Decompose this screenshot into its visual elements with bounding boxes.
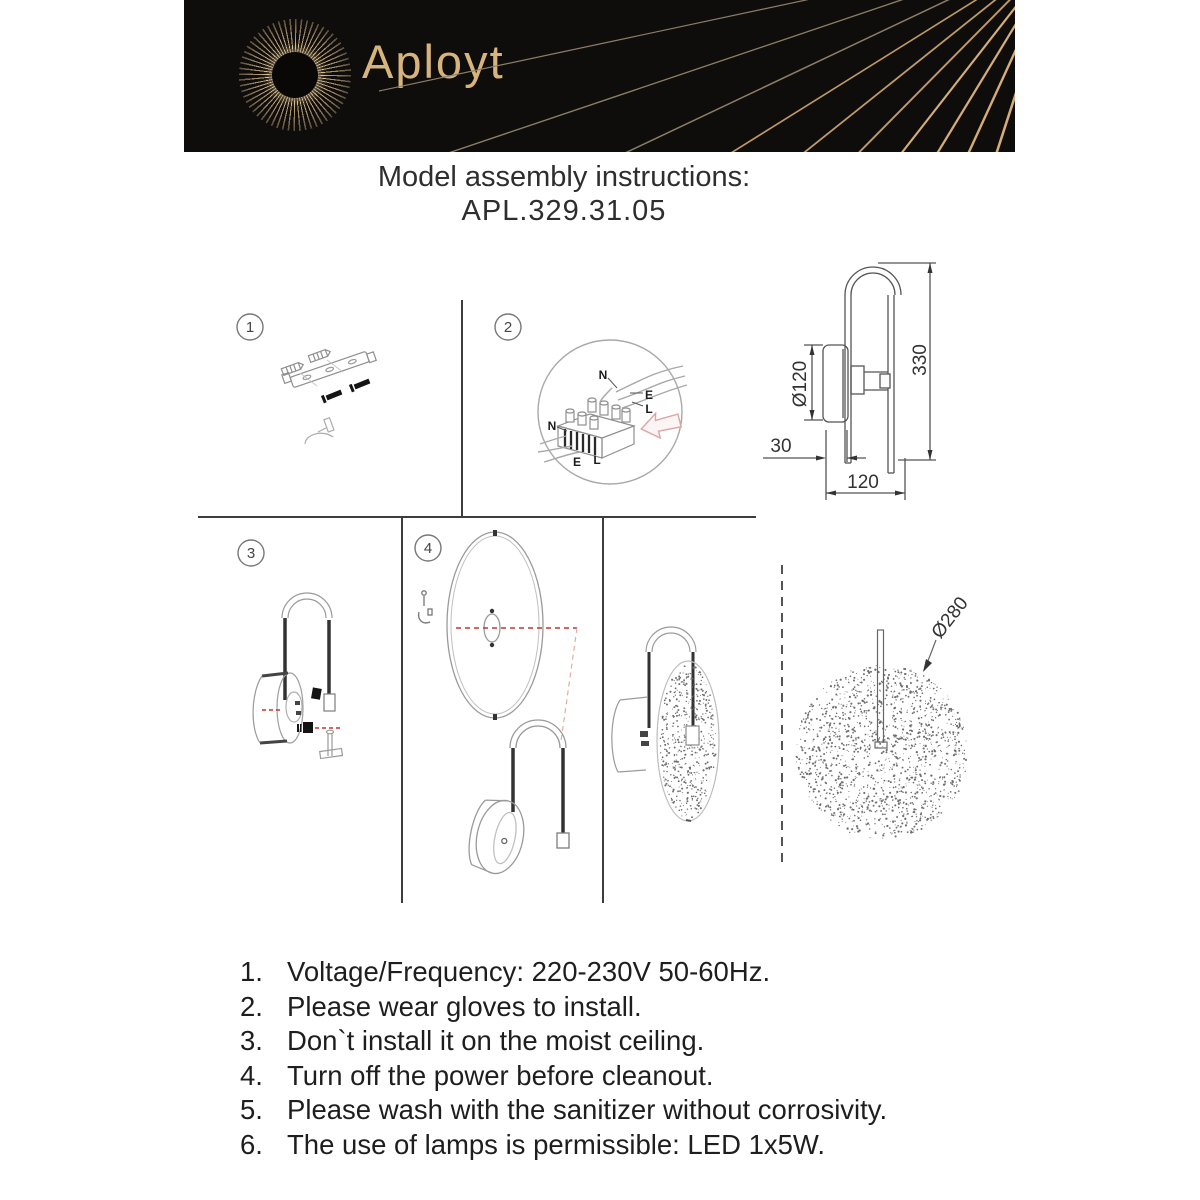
list-item xyxy=(240,1093,1020,1128)
step2-number: 2 xyxy=(503,319,513,336)
step4-number: 4 xyxy=(423,540,433,557)
figure-mounting-bracket xyxy=(281,344,376,444)
item-text: The use of lamps is permissible: LED 1x5W. xyxy=(287,1128,825,1160)
item-number: 4. xyxy=(240,1059,263,1091)
item-text: Please wear gloves to install. xyxy=(287,990,642,1022)
title-line1: Model assembly instructions: xyxy=(377,161,751,193)
wire-label-l-right: L xyxy=(645,402,653,416)
item-text: Don`t install it on the moist ceiling. xyxy=(287,1025,705,1057)
dim-width: 120 xyxy=(847,472,879,493)
item-number: 1. xyxy=(240,956,263,987)
wire-label-e-bottom: E xyxy=(572,455,582,469)
figure-frame-to-mount xyxy=(253,593,342,758)
list-item xyxy=(240,1128,1020,1163)
item-number: 6. xyxy=(240,1128,263,1160)
dim-shade-diameter: Ø280 xyxy=(927,593,973,643)
step-numbers xyxy=(237,314,521,566)
brand-name: Aployt xyxy=(362,35,505,88)
dim-mount-diameter: Ø120 xyxy=(790,360,811,408)
figure-shade-to-frame xyxy=(419,530,577,878)
item-number: 3. xyxy=(240,1025,263,1057)
wire-label-l-bottom: L xyxy=(593,453,601,467)
figure-shade-front-view xyxy=(796,630,967,839)
step3-number: 3 xyxy=(246,545,256,562)
figure-wiring-detail xyxy=(538,340,687,484)
list-item xyxy=(240,1024,1020,1059)
dim-height: 330 xyxy=(910,344,931,376)
instructions-list xyxy=(240,955,1020,1163)
shade-front-stipple xyxy=(796,665,967,838)
figure-dimension-drawing xyxy=(763,263,936,500)
step1-number: 1 xyxy=(245,319,255,336)
wire-label-n-top: N xyxy=(598,368,608,382)
item-text: Please wash with the sanitizer without corrosivity. xyxy=(287,1094,888,1126)
item-text: Turn off the power before cleanout. xyxy=(287,1059,714,1091)
item-text: Voltage/Frequency: 220-230V 50-60Hz. xyxy=(287,956,771,987)
item-number: 2. xyxy=(240,990,263,1022)
model-number: APL.329.31.05 xyxy=(461,195,667,227)
figure-assembled-lamp xyxy=(612,627,719,821)
wire-label-e-right: E xyxy=(644,388,654,402)
list-item xyxy=(240,955,1020,990)
list-item xyxy=(240,990,1020,1025)
wire-label-n-left: N xyxy=(547,419,557,433)
item-number: 5. xyxy=(240,1094,263,1126)
dim-wall-offset: 30 xyxy=(770,436,792,457)
list-item xyxy=(240,1059,1020,1094)
